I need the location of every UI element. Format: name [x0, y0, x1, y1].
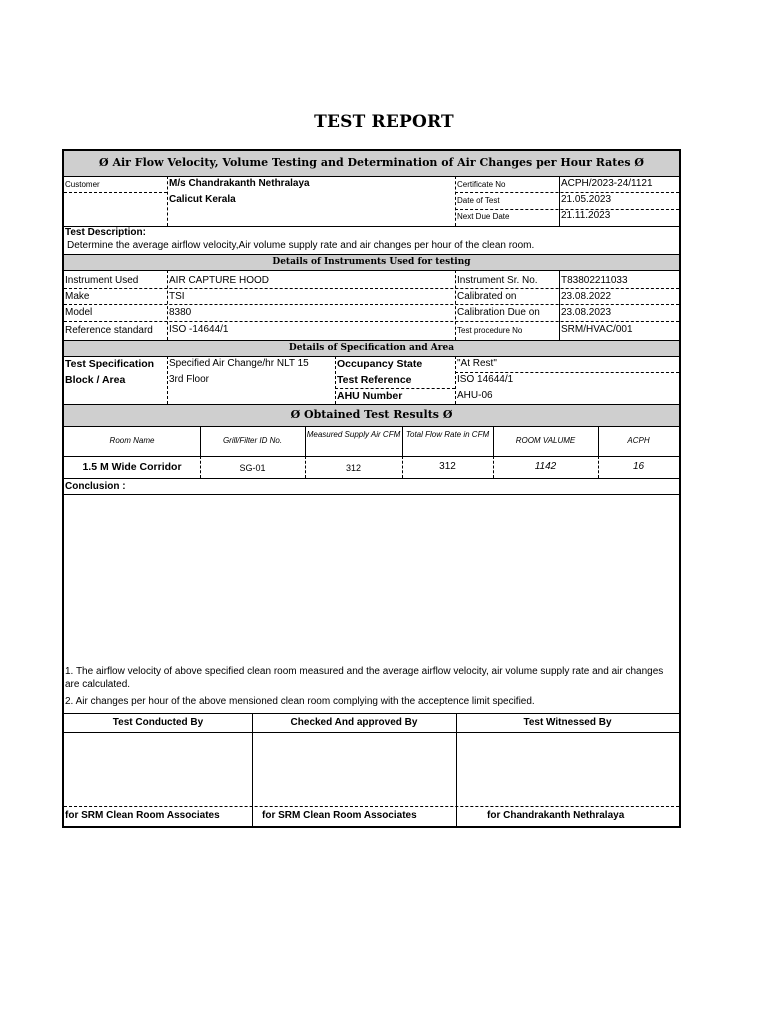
- divider: [64, 806, 679, 807]
- divider: [455, 356, 456, 404]
- sig-header-approved: Checked And approved By: [290, 717, 418, 728]
- sig-footer-witnessed: for Chandrakanth Nethralaya: [487, 810, 625, 821]
- procedure-no: SRM/HVAC/001: [561, 324, 633, 335]
- col-header-acph: ACPH: [627, 436, 650, 445]
- divider: [455, 192, 679, 193]
- divider: [167, 270, 168, 340]
- divider: [64, 226, 679, 227]
- divider: [64, 404, 679, 405]
- divider: [559, 270, 560, 340]
- test-description-label: Test Description:: [65, 227, 146, 238]
- instrument-used-label: Instrument Used: [65, 275, 139, 286]
- date-of-test: 21.05.2023: [561, 194, 612, 205]
- divider: [64, 713, 679, 714]
- col-header-total-flow: Total Flow Rate in CFM: [405, 430, 490, 439]
- divider: [64, 321, 679, 322]
- result-acph: 16: [632, 461, 645, 472]
- main-heading: Ø Air Flow Velocity, Volume Testing and Determination of Air Changes per Hour Rates Ø: [99, 156, 644, 169]
- calibrated-label: Calibrated on: [457, 291, 517, 302]
- test-specification-label: Test Specification: [65, 358, 155, 370]
- divider: [64, 356, 679, 357]
- block-area: 3rd Floor: [169, 374, 210, 385]
- block-area-label: Block / Area: [65, 374, 126, 386]
- divider: [167, 356, 168, 404]
- reference-standard-label: Reference standard: [65, 325, 153, 336]
- occupancy-label: Occupancy State: [337, 358, 423, 370]
- divider: [335, 356, 336, 404]
- divider: [64, 340, 679, 341]
- divider: [559, 176, 560, 226]
- divider: [335, 388, 455, 389]
- model-label: Model: [65, 307, 93, 318]
- sig-footer-approved: for SRM Clean Room Associates: [262, 810, 417, 821]
- divider: [64, 288, 679, 289]
- divider: [64, 494, 679, 495]
- instrument-used: AIR CAPTURE HOOD: [169, 275, 270, 286]
- col-header-grill-id: Grill/Filter ID No.: [222, 436, 283, 445]
- divider: [455, 372, 679, 373]
- col-header-room-volume: ROOM VALUME: [515, 436, 576, 445]
- result-measured-cfm: 312: [345, 463, 362, 473]
- divider: [455, 176, 456, 226]
- customer-place: Calicut Kerala: [169, 194, 236, 205]
- specification-heading: Details of Specification and Area: [288, 343, 455, 353]
- divider: [64, 254, 679, 255]
- col-header-measured-cfm: Measured Supply Air CFM: [306, 430, 401, 439]
- make-label: Make: [65, 291, 90, 302]
- result-room-name: 1.5 M Wide Corridor: [82, 461, 182, 473]
- model: 8380: [169, 307, 192, 318]
- test-reference-label: Test Reference: [337, 374, 412, 386]
- divider: [64, 732, 679, 733]
- col-header-room-name: Room Name: [109, 436, 155, 445]
- divider: [64, 270, 679, 271]
- divider: [167, 176, 168, 226]
- conclusion-point-2: 2. Air changes per hour of the above mensioned clean room complying with the acceptence limit specified.: [65, 696, 535, 707]
- divider: [64, 192, 167, 193]
- divider: [456, 713, 457, 826]
- instruments-heading: Details of Instruments Used for testing: [272, 257, 471, 267]
- results-heading: Ø Obtained Test Results Ø: [290, 408, 453, 421]
- calibration-due-label: Calibration Due on: [457, 307, 540, 318]
- serial-no: T83802211033: [561, 275, 628, 286]
- divider: [64, 426, 679, 427]
- test-description-text: Determine the average airflow velocity,Air volume supply rate and air changes per hour of the clean room.: [67, 240, 535, 251]
- procedure-label: Test procedure No: [457, 326, 523, 335]
- divider: [455, 270, 456, 340]
- divider: [64, 304, 679, 305]
- divider: [64, 456, 679, 457]
- result-room-volume: 1142: [534, 461, 557, 472]
- occupancy-state: "At Rest": [457, 358, 497, 369]
- customer-name: M/s Chandrakanth Nethralaya: [169, 178, 310, 189]
- date-of-test-label: Date of Test: [457, 196, 500, 205]
- result-total-flow: 312: [439, 461, 456, 472]
- certificate-no: ACPH/2023-24/1121: [561, 178, 653, 189]
- report-title: TEST REPORT: [314, 112, 454, 132]
- next-due-label: Next Due Date: [457, 212, 510, 221]
- sig-header-conducted: Test Conducted By: [112, 717, 204, 728]
- sig-footer-conducted: for SRM Clean Room Associates: [65, 810, 220, 821]
- conclusion-point-1: 1. The airflow velocity of above specified clean room measured and the average airflow velocity, air volume supply rate and air changes are calculated.: [65, 666, 664, 690]
- divider: [252, 713, 253, 826]
- customer-label: Customer: [65, 180, 100, 189]
- divider: [64, 478, 679, 479]
- divider: [64, 176, 679, 177]
- test-reference: ISO 14644/1: [457, 374, 514, 385]
- calibrated-on: 23.08.2022: [561, 291, 612, 302]
- make: TSI: [169, 291, 185, 302]
- ahu-number: AHU-06: [457, 390, 493, 401]
- next-due-date: 21.11.2023: [561, 210, 611, 221]
- calibration-due: 23.08.2023: [561, 307, 612, 318]
- serial-label: Instrument Sr. No.: [457, 275, 538, 286]
- ahu-label: AHU Number: [337, 390, 403, 402]
- certificate-no-label: Certificate No: [457, 180, 506, 189]
- conclusion-label: Conclusion :: [65, 481, 126, 492]
- reference-standard: ISO -14644/1: [169, 324, 229, 335]
- test-specification: Specified Air Change/hr NLT 15: [169, 358, 309, 369]
- result-grill-id: SG-01: [239, 463, 266, 473]
- sig-header-witnessed: Test Witnessed By: [523, 717, 612, 728]
